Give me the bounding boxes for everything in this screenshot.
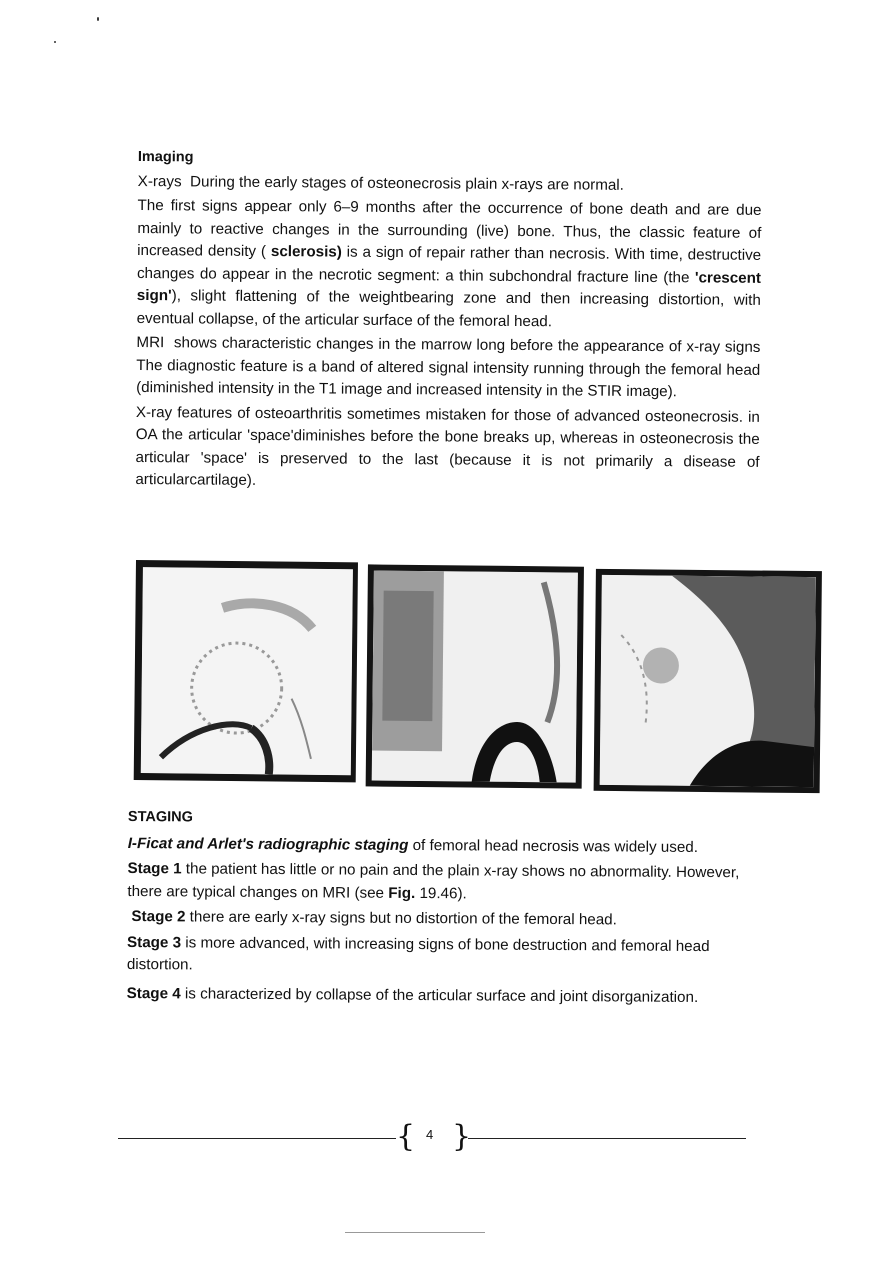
scan-speck (97, 17, 99, 21)
mri-paragraph (136, 332, 761, 404)
first-signs-text-a: The first signs appear only 6–9 months after the occurrence of bone death and are due mainly to reactive changes in the surrounding (live) bone. Thus, the classic feature of increased density ( (137, 196, 762, 261)
fig-reference: Fig. (388, 884, 416, 902)
xray-image-3 (594, 569, 822, 793)
imaging-heading: Imaging (137, 148, 194, 166)
page-footer (118, 1118, 746, 1158)
stage-4 (127, 982, 749, 1009)
oa-text: X-ray features of osteoarthritis sometimes mistaken for those of advanced osteonecrosis. in OA the articular 'space'diminishes before the bone breaks up, whereas in osteonecrosis the articular 'space' is preserved to the last (because it is not primarily a disease of articularcartilage). (135, 403, 760, 489)
footer-rule-left (118, 1138, 396, 1139)
mri-label: MRI (136, 333, 165, 352)
scan-artifact-line (345, 1232, 485, 1233)
staging-heading: STAGING (127, 808, 193, 826)
footer-left-brace: { (396, 1119, 416, 1154)
stage-2-text: there are early x-ray signs but no distortion of the femoral head. (185, 908, 617, 929)
staging-intro (128, 832, 750, 859)
first-signs-paragraph (137, 195, 762, 335)
ficat-arlet-term: I-Ficat and Arlet's radiographic staging (127, 834, 409, 854)
stage-2-label: Stage 2 (131, 908, 186, 926)
sclerosis-term: sclerosis) (270, 243, 342, 261)
imaging-section (135, 146, 762, 498)
stage-1-text-a: the patient has little or no pain and the plain x-ray shows no abnormality. However, there are typical changes on MRI (see (127, 860, 740, 902)
xrays-paragraph (138, 170, 762, 197)
xray-image-1 (134, 560, 358, 782)
stage-4-label: Stage 4 (126, 984, 181, 1002)
stage-1-label: Stage 1 (127, 859, 182, 878)
xray-figures (134, 560, 824, 803)
crescent-sign-term: 'crescent sign' (136, 268, 762, 305)
xray-1-graphic (141, 567, 353, 775)
xray-image-2 (366, 564, 584, 788)
first-signs-text-c: ), slight flattening of the weightbearing zone and then increasing distortion, with eventual collapse, of the articular surface of the femoral head. (136, 287, 761, 330)
xrays-text: During the early stages of osteonecrosis plain x-rays are normal. (190, 172, 625, 194)
stage-3-text: is more advanced, with increasing signs of bone destruction and femoral head distortion. (126, 933, 710, 974)
stage-3 (127, 931, 749, 980)
footer-right-brace: } (452, 1119, 472, 1154)
stage-2 (127, 906, 749, 933)
xray-3-graphic (600, 575, 816, 787)
stage-1-text-b: 19.46). (415, 884, 467, 902)
scan-speck (54, 41, 56, 43)
stage-4-text: is characterized by collapse of the articular surface and joint disorganization. (180, 984, 699, 1006)
first-signs-text-b: is a sign of repair rather than necrosis. With time, destructive changes do appear in the necrotic segment: a thin subchondral fracture line (the (136, 243, 762, 286)
footer-rule-right (468, 1138, 746, 1139)
stage-1 (127, 858, 749, 907)
mri-text: shows characteristic changes in the marrow long before the appearance of x-ray signs The diagnostic feature is a band of altered signal intensity running through the femoral head (diminished intensity in the T1 image and increased intensity in the STIR image). (136, 334, 761, 401)
oa-paragraph (135, 401, 760, 496)
page-number: 4 (426, 1127, 434, 1142)
stage-3-label: Stage 3 (126, 933, 182, 951)
xray-2-graphic (372, 570, 578, 782)
staging-section (127, 806, 750, 1012)
xrays-label: X-rays (137, 172, 182, 190)
staging-intro-text: of femoral head necrosis was widely used. (408, 836, 699, 856)
